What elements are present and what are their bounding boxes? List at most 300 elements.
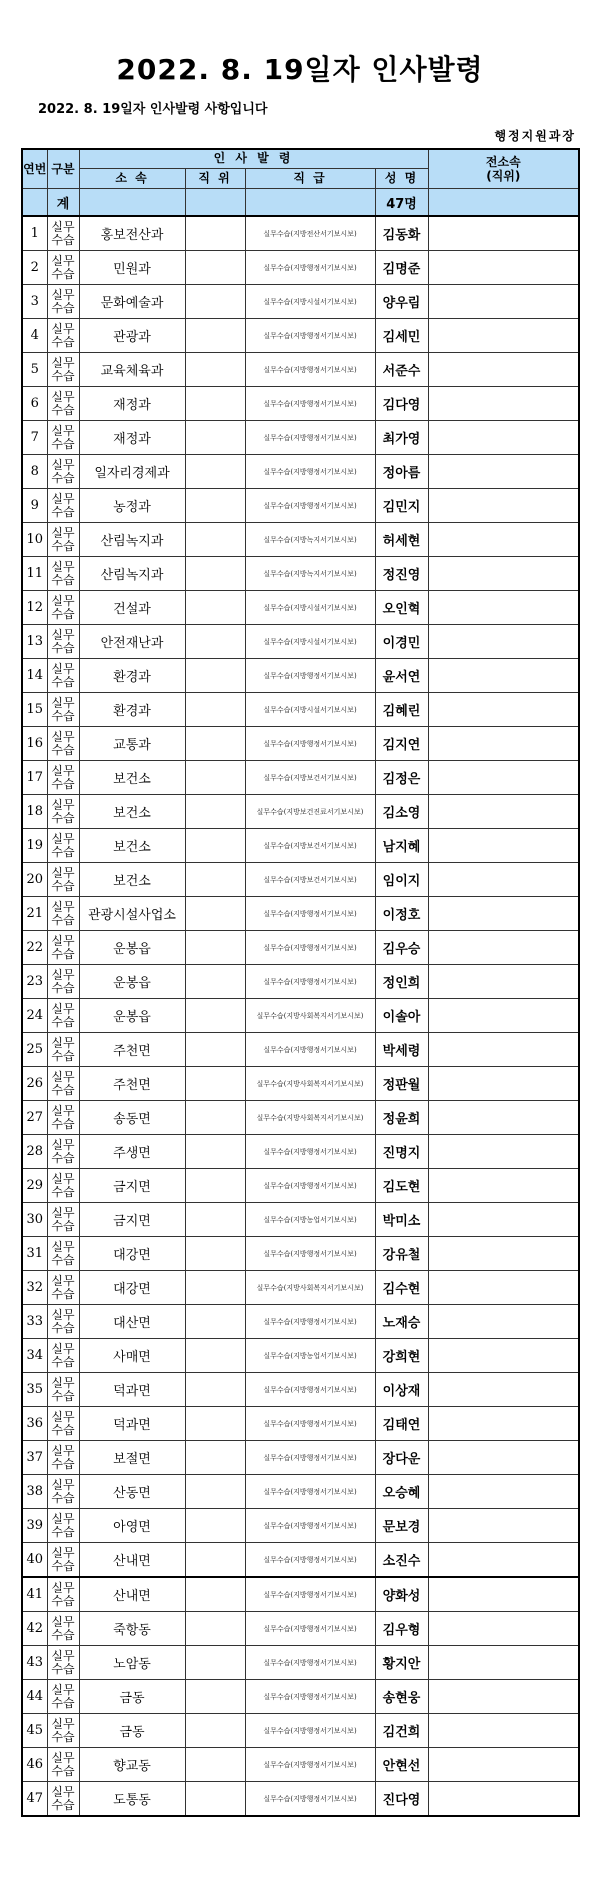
row-sosok: 산동면 (79, 1475, 185, 1509)
row-jikwi (185, 1543, 245, 1578)
total-label: 계 (47, 189, 79, 217)
row-jikgeup: 실무수습(지방행정서기보시보) (245, 1543, 375, 1578)
row-jikgeup: 실무수습(지방행정서기보시보) (245, 421, 375, 455)
row-jikwi (185, 1067, 245, 1101)
table-row (22, 1782, 579, 1817)
row-jikwi (185, 421, 245, 455)
row-jikwi (185, 1441, 245, 1475)
row-gubun: 실무수습 (47, 489, 79, 523)
table-row (22, 1509, 579, 1543)
row-sosok: 환경과 (79, 659, 185, 693)
row-sosok: 주천면 (79, 1033, 185, 1067)
table-row (22, 1203, 579, 1237)
row-sosok: 교통과 (79, 727, 185, 761)
row-name: 김건희 (375, 1714, 428, 1748)
row-prev (428, 829, 579, 863)
row-prev (428, 1577, 579, 1612)
table-row (22, 1067, 579, 1101)
table-row (22, 931, 579, 965)
row-gubun: 실무수습 (47, 1646, 79, 1680)
row-sosok: 주생면 (79, 1135, 185, 1169)
row-no: 29 (22, 1169, 47, 1203)
row-sosok: 보건소 (79, 795, 185, 829)
row-jikgeup: 실무수습(지방보건서기보시보) (245, 863, 375, 897)
row-jikgeup: 실무수습(지방행정서기보시보) (245, 1373, 375, 1407)
row-prev (428, 1305, 579, 1339)
row-name: 김도현 (375, 1169, 428, 1203)
row-jikwi (185, 455, 245, 489)
row-sosok: 농정과 (79, 489, 185, 523)
row-jikgeup: 실무수습(지방행정서기보시보) (245, 387, 375, 421)
row-name: 강유철 (375, 1237, 428, 1271)
table-row (22, 761, 579, 795)
row-prev (428, 1612, 579, 1646)
row-no: 39 (22, 1509, 47, 1543)
row-no: 13 (22, 625, 47, 659)
row-jikwi (185, 1203, 245, 1237)
row-jikgeup: 실무수습(지방행정서기보시보) (245, 727, 375, 761)
table-row (22, 727, 579, 761)
row-jikgeup: 실무수습(지방보건서기보시보) (245, 829, 375, 863)
row-name: 최가영 (375, 421, 428, 455)
row-no: 40 (22, 1543, 47, 1578)
header-jikwi: 직 위 (185, 168, 245, 188)
table-row (22, 1680, 579, 1714)
row-no: 22 (22, 931, 47, 965)
row-name: 김태연 (375, 1407, 428, 1441)
table-row (22, 557, 579, 591)
row-no: 8 (22, 455, 47, 489)
row-gubun: 실무수습 (47, 999, 79, 1033)
row-no: 15 (22, 693, 47, 727)
table-row (22, 1135, 579, 1169)
row-no: 14 (22, 659, 47, 693)
row-no: 17 (22, 761, 47, 795)
row-gubun: 실무수습 (47, 1339, 79, 1373)
row-jikwi (185, 1237, 245, 1271)
row-name: 이정호 (375, 897, 428, 931)
row-name: 문보경 (375, 1509, 428, 1543)
row-jikgeup: 실무수습(지방행정서기보시보) (245, 251, 375, 285)
personnel-table (21, 148, 580, 1817)
row-gubun: 실무수습 (47, 1612, 79, 1646)
row-no: 28 (22, 1135, 47, 1169)
header-sosok: 소 속 (79, 168, 185, 188)
row-jikwi (185, 1475, 245, 1509)
row-no: 45 (22, 1714, 47, 1748)
row-sosok: 죽항동 (79, 1612, 185, 1646)
row-jikgeup: 실무수습(지방행정서기보시보) (245, 1782, 375, 1817)
row-no: 4 (22, 319, 47, 353)
row-gubun: 실무수습 (47, 1543, 79, 1578)
row-name: 노재승 (375, 1305, 428, 1339)
row-prev (428, 795, 579, 829)
header-group: 인 사 발 령 (79, 149, 428, 168)
row-gubun: 실무수습 (47, 1577, 79, 1612)
row-name: 윤서연 (375, 659, 428, 693)
row-prev (428, 965, 579, 999)
table-row (22, 659, 579, 693)
row-name: 이솔아 (375, 999, 428, 1033)
row-jikgeup: 실무수습(지방사회복지서기보시보) (245, 1101, 375, 1135)
row-jikgeup: 실무수습(지방행정서기보시보) (245, 1680, 375, 1714)
row-no: 46 (22, 1748, 47, 1782)
row-jikgeup: 실무수습(지방행정서기보시보) (245, 1169, 375, 1203)
row-sosok: 산내면 (79, 1543, 185, 1578)
row-name: 임이지 (375, 863, 428, 897)
row-no: 12 (22, 591, 47, 625)
table-row (22, 1748, 579, 1782)
row-prev (428, 455, 579, 489)
row-gubun: 실무수습 (47, 1271, 79, 1305)
row-prev (428, 999, 579, 1033)
page-subtitle: 2022. 8. 19일자 인사발령 사항입니다 (38, 102, 268, 117)
row-prev (428, 591, 579, 625)
total-jikgeup-cell (245, 189, 375, 217)
row-no: 35 (22, 1373, 47, 1407)
row-sosok: 노암동 (79, 1646, 185, 1680)
table-row (22, 795, 579, 829)
row-no: 9 (22, 489, 47, 523)
row-name: 김지연 (375, 727, 428, 761)
row-jikwi (185, 216, 245, 251)
row-sosok: 보건소 (79, 863, 185, 897)
row-jikwi (185, 829, 245, 863)
row-jikwi (185, 1680, 245, 1714)
row-jikgeup: 실무수습(지방행정서기보시보) (245, 1407, 375, 1441)
row-jikgeup: 실무수습(지방보건진료서기보시보) (245, 795, 375, 829)
row-jikwi (185, 353, 245, 387)
row-gubun: 실무수습 (47, 1033, 79, 1067)
row-jikwi (185, 1748, 245, 1782)
table-row (22, 897, 579, 931)
row-gubun: 실무수습 (47, 1509, 79, 1543)
row-name: 김세민 (375, 319, 428, 353)
row-gubun: 실무수습 (47, 1748, 79, 1782)
row-sosok: 보건소 (79, 829, 185, 863)
row-name: 정아름 (375, 455, 428, 489)
row-gubun: 실무수습 (47, 1067, 79, 1101)
row-prev (428, 1033, 579, 1067)
department-label: 행정지원과장 (494, 129, 576, 143)
row-no: 36 (22, 1407, 47, 1441)
row-jikgeup: 실무수습(지방녹지서기보시보) (245, 557, 375, 591)
row-name: 남지혜 (375, 829, 428, 863)
table-row (22, 829, 579, 863)
row-name: 정인희 (375, 965, 428, 999)
row-sosok: 산림녹지과 (79, 523, 185, 557)
row-jikwi (185, 251, 245, 285)
row-name: 강희현 (375, 1339, 428, 1373)
row-name: 정판월 (375, 1067, 428, 1101)
row-name: 허세현 (375, 523, 428, 557)
row-name: 박미소 (375, 1203, 428, 1237)
row-prev (428, 863, 579, 897)
row-jikwi (185, 489, 245, 523)
table-row (22, 625, 579, 659)
table-header (22, 149, 579, 189)
row-jikwi (185, 1271, 245, 1305)
row-sosok: 운봉읍 (79, 999, 185, 1033)
row-jikwi (185, 1373, 245, 1407)
row-gubun: 실무수습 (47, 421, 79, 455)
row-name: 양우림 (375, 285, 428, 319)
table-row (22, 1407, 579, 1441)
row-gubun: 실무수습 (47, 693, 79, 727)
row-jikgeup: 실무수습(지방행정서기보시보) (245, 319, 375, 353)
row-no: 24 (22, 999, 47, 1033)
table-row (22, 1475, 579, 1509)
row-jikwi (185, 591, 245, 625)
row-jikgeup: 실무수습(지방시설서기보시보) (245, 285, 375, 319)
row-name: 진명지 (375, 1135, 428, 1169)
row-gubun: 실무수습 (47, 1135, 79, 1169)
row-name: 김정은 (375, 761, 428, 795)
row-jikgeup: 실무수습(지방행정서기보시보) (245, 965, 375, 999)
row-name: 김명준 (375, 251, 428, 285)
row-jikwi (185, 727, 245, 761)
row-prev (428, 251, 579, 285)
row-gubun: 실무수습 (47, 1441, 79, 1475)
row-prev (428, 1543, 579, 1578)
row-sosok: 금지면 (79, 1203, 185, 1237)
row-prev (428, 523, 579, 557)
row-name: 소진수 (375, 1543, 428, 1578)
row-sosok: 주천면 (79, 1067, 185, 1101)
row-sosok: 보건소 (79, 761, 185, 795)
table-row (22, 1169, 579, 1203)
row-gubun: 실무수습 (47, 659, 79, 693)
row-gubun: 실무수습 (47, 353, 79, 387)
row-no: 30 (22, 1203, 47, 1237)
row-name: 황지안 (375, 1646, 428, 1680)
row-prev (428, 1509, 579, 1543)
row-prev (428, 1748, 579, 1782)
row-no: 18 (22, 795, 47, 829)
row-gubun: 실무수습 (47, 897, 79, 931)
row-no: 34 (22, 1339, 47, 1373)
row-prev (428, 659, 579, 693)
table-row (22, 693, 579, 727)
row-jikgeup: 실무수습(지방행정서기보시보) (245, 489, 375, 523)
row-jikgeup: 실무수습(지방사회복지서기보시보) (245, 1067, 375, 1101)
row-no: 10 (22, 523, 47, 557)
header-no: 연번 (22, 149, 47, 189)
total-no-cell (22, 189, 47, 217)
row-no: 21 (22, 897, 47, 931)
row-name: 김우형 (375, 1612, 428, 1646)
row-sosok: 금동 (79, 1714, 185, 1748)
row-gubun: 실무수습 (47, 727, 79, 761)
row-prev (428, 1203, 579, 1237)
row-gubun: 실무수습 (47, 523, 79, 557)
row-jikgeup: 실무수습(지방행정서기보시보) (245, 897, 375, 931)
row-jikgeup: 실무수습(지방보건서기보시보) (245, 761, 375, 795)
row-sosok: 덕과면 (79, 1407, 185, 1441)
row-prev (428, 216, 579, 251)
row-prev (428, 387, 579, 421)
row-name: 박세령 (375, 1033, 428, 1067)
row-name: 김동화 (375, 216, 428, 251)
row-prev (428, 1680, 579, 1714)
row-no: 32 (22, 1271, 47, 1305)
row-jikgeup: 실무수습(지방사회복지서기보시보) (245, 1271, 375, 1305)
row-gubun: 실무수습 (47, 1475, 79, 1509)
row-sosok: 금동 (79, 1680, 185, 1714)
row-no: 20 (22, 863, 47, 897)
row-name: 김수현 (375, 1271, 428, 1305)
row-jikwi (185, 1033, 245, 1067)
row-sosok: 사매면 (79, 1339, 185, 1373)
row-jikgeup: 실무수습(지방행정서기보시보) (245, 1475, 375, 1509)
row-sosok: 송동면 (79, 1101, 185, 1135)
row-no: 27 (22, 1101, 47, 1135)
row-gubun: 실무수습 (47, 557, 79, 591)
total-jikwi-cell (185, 189, 245, 217)
row-jikgeup: 실무수습(지방전산서기보시보) (245, 216, 375, 251)
row-jikwi (185, 1305, 245, 1339)
page-title: 2022. 8. 19일자 인사발령 (116, 53, 484, 86)
row-sosok: 대강면 (79, 1271, 185, 1305)
row-jikgeup: 실무수습(지방행정서기보시보) (245, 1441, 375, 1475)
row-jikgeup: 실무수습(지방행정서기보시보) (245, 455, 375, 489)
row-jikgeup: 실무수습(지방행정서기보시보) (245, 1305, 375, 1339)
row-jikgeup: 실무수습(지방행정서기보시보) (245, 1135, 375, 1169)
row-sosok: 산림녹지과 (79, 557, 185, 591)
row-jikwi (185, 1339, 245, 1373)
row-no: 5 (22, 353, 47, 387)
row-no: 19 (22, 829, 47, 863)
row-no: 23 (22, 965, 47, 999)
row-name: 양화성 (375, 1577, 428, 1612)
row-prev (428, 1135, 579, 1169)
row-sosok: 아영면 (79, 1509, 185, 1543)
row-prev (428, 1646, 579, 1680)
row-sosok: 금지면 (79, 1169, 185, 1203)
table-row (22, 1612, 579, 1646)
row-gubun: 실무수습 (47, 625, 79, 659)
row-name: 진다영 (375, 1782, 428, 1817)
row-sosok: 재정과 (79, 421, 185, 455)
table-row (22, 285, 579, 319)
row-jikgeup: 실무수습(지방농업서기보시보) (245, 1203, 375, 1237)
row-name: 김혜린 (375, 693, 428, 727)
row-name: 장다운 (375, 1441, 428, 1475)
row-name: 서준수 (375, 353, 428, 387)
row-sosok: 대산면 (79, 1305, 185, 1339)
row-prev (428, 489, 579, 523)
row-jikwi (185, 1169, 245, 1203)
row-sosok: 환경과 (79, 693, 185, 727)
table-row (22, 1271, 579, 1305)
row-name: 안현선 (375, 1748, 428, 1782)
row-prev (428, 1475, 579, 1509)
row-jikwi (185, 965, 245, 999)
row-prev (428, 897, 579, 931)
row-sosok: 운봉읍 (79, 965, 185, 999)
row-gubun: 실무수습 (47, 455, 79, 489)
row-gubun: 실무수습 (47, 863, 79, 897)
table-row (22, 1305, 579, 1339)
row-jikgeup: 실무수습(지방시설서기보시보) (245, 693, 375, 727)
table-row (22, 1441, 579, 1475)
row-name: 송현웅 (375, 1680, 428, 1714)
row-jikgeup: 실무수습(지방행정서기보시보) (245, 1612, 375, 1646)
table-row (22, 387, 579, 421)
row-no: 44 (22, 1680, 47, 1714)
row-gubun: 실무수습 (47, 285, 79, 319)
row-no: 33 (22, 1305, 47, 1339)
row-gubun: 실무수습 (47, 1169, 79, 1203)
row-sosok: 관광시설사업소 (79, 897, 185, 931)
row-prev (428, 1237, 579, 1271)
table-row (22, 353, 579, 387)
row-jikwi (185, 1646, 245, 1680)
row-prev (428, 625, 579, 659)
row-jikgeup: 실무수습(지방행정서기보시보) (245, 1577, 375, 1612)
row-gubun: 실무수습 (47, 1782, 79, 1817)
table-row (22, 421, 579, 455)
row-sosok: 재정과 (79, 387, 185, 421)
row-gubun: 실무수습 (47, 387, 79, 421)
row-sosok: 문화예술과 (79, 285, 185, 319)
row-no: 25 (22, 1033, 47, 1067)
row-name: 오인혁 (375, 591, 428, 625)
row-no: 41 (22, 1577, 47, 1612)
row-jikgeup: 실무수습(지방행정서기보시보) (245, 1237, 375, 1271)
row-jikgeup: 실무수습(지방행정서기보시보) (245, 353, 375, 387)
table-row (22, 1373, 579, 1407)
row-prev (428, 1782, 579, 1817)
row-sosok: 일자리경제과 (79, 455, 185, 489)
row-jikgeup: 실무수습(지방행정서기보시보) (245, 931, 375, 965)
row-gubun: 실무수습 (47, 1680, 79, 1714)
table-row (22, 251, 579, 285)
row-no: 7 (22, 421, 47, 455)
row-jikgeup: 실무수습(지방사회복지서기보시보) (245, 999, 375, 1033)
total-sosok-cell (79, 189, 185, 217)
row-prev (428, 1339, 579, 1373)
total-count: 47명 (375, 189, 428, 217)
row-prev (428, 761, 579, 795)
row-jikgeup: 실무수습(지방행정서기보시보) (245, 1033, 375, 1067)
row-prev (428, 1441, 579, 1475)
row-jikgeup: 실무수습(지방행정서기보시보) (245, 1646, 375, 1680)
row-sosok: 교육체육과 (79, 353, 185, 387)
table-row (22, 216, 579, 251)
row-gubun: 실무수습 (47, 1101, 79, 1135)
row-jikwi (185, 1101, 245, 1135)
row-name: 김소영 (375, 795, 428, 829)
table-row (22, 999, 579, 1033)
row-sosok: 도통동 (79, 1782, 185, 1817)
row-gubun: 실무수습 (47, 795, 79, 829)
row-no: 38 (22, 1475, 47, 1509)
table-row (22, 863, 579, 897)
row-gubun: 실무수습 (47, 761, 79, 795)
row-jikwi (185, 863, 245, 897)
row-gubun: 실무수습 (47, 1373, 79, 1407)
row-sosok: 안전재난과 (79, 625, 185, 659)
total-prev-cell (428, 189, 579, 217)
row-sosok: 관광과 (79, 319, 185, 353)
row-gubun: 실무수습 (47, 829, 79, 863)
row-jikwi (185, 761, 245, 795)
table-row (22, 1237, 579, 1271)
row-gubun: 실무수습 (47, 931, 79, 965)
row-gubun: 실무수습 (47, 965, 79, 999)
row-jikgeup: 실무수습(지방시설서기보시보) (245, 625, 375, 659)
